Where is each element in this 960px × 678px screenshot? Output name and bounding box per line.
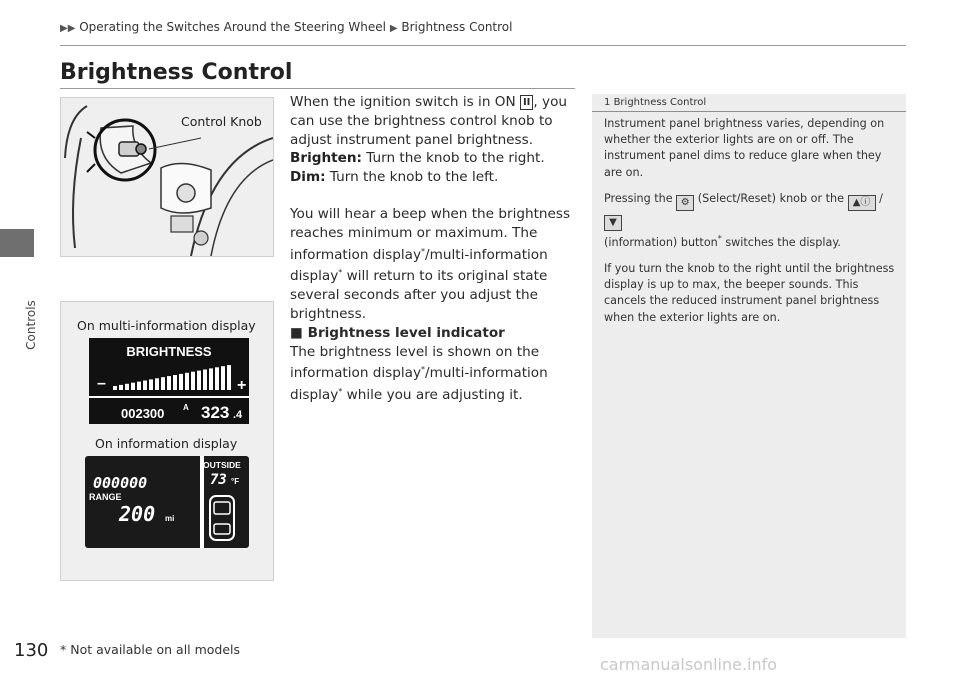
brightness-bar [215,367,219,390]
range-value: 200 [119,502,156,526]
dim-instruction: Dim: Turn the knob to the left. [290,169,499,186]
side-note-body [604,116,898,336]
title-divider [60,88,575,89]
brightness-bar [155,378,159,390]
note-paragraph-2: Pressing the ⚙ (Select/Reset) knob or the ▲ⓘ / ▼ (information) button* switches the display. [604,191,883,249]
brightness-bar [137,382,141,390]
footnote-marker: * [717,233,722,243]
indicator-paragraph: The brightness level is shown on the information display*/multi-information display* while you are adjusting it. [290,343,548,404]
footnote-marker: * [338,268,343,278]
trip-reading: 323 [201,403,230,422]
footnote-marker: * [421,365,426,375]
breadcrumb-arrow-icon: ▶ [389,23,398,34]
brightness-bar [185,373,189,390]
section-tab [0,229,34,257]
brightness-bar [203,370,207,391]
multi-information-display [89,338,249,424]
brightness-bar [113,386,117,390]
breadcrumb-page[interactable]: Brightness Control [401,20,513,34]
outside-temp-value: 73 [210,472,227,488]
range-unit: mi [165,514,175,523]
beep-paragraph: You will hear a beep when the brightness reaches minimum or maximum. The information display*/multi-information display* will return to its original state several seconds after you adjust the brightness. [290,205,571,322]
breadcrumb-arrow-icon: ▶▶ [60,23,76,34]
brightness-bar [167,376,171,390]
brightness-bar [191,372,195,390]
note-marker: 1 [604,97,611,108]
brightness-bar [149,379,153,390]
brightness-minus-sign: – [97,375,106,392]
info-up-button-icon: ▲ⓘ [848,195,876,211]
page-number: 130 [14,640,49,661]
info-display-label: On information display [95,436,238,451]
header-divider [60,45,906,46]
info-down-button-icon: ▼ [604,215,622,231]
brightness-bar [227,365,231,390]
control-knob-label: Control Knob [181,114,262,129]
brightness-bar [161,377,165,390]
trip-decimal: .4 [233,409,243,421]
brightness-bar [131,383,135,390]
brightness-bar [143,381,147,391]
footnote-marker: * [421,246,426,256]
footnote: * Not available on all models [60,642,241,657]
odometer-reading: 002300 [121,406,165,421]
side-note-title: 1 Brightness Control [604,97,707,108]
brightness-bar [209,368,213,390]
outside-label: OUTSIDE [203,460,241,470]
brightness-heading: BRIGHTNESS [126,344,212,359]
breadcrumb [60,20,512,34]
control-knob-figure [60,97,274,257]
range-label: RANGE [89,492,122,502]
brightness-bar [125,384,129,390]
body-text [290,93,580,405]
multi-display-label: On multi-information display [77,318,256,333]
brightness-bar [197,371,201,390]
note-paragraph-3: If you turn the knob to the right until the brightness display is up to max, the beeper sounds. This cancels the reduced instrument panel brightness when the exterior lights are on. [604,262,895,324]
footnote-marker: * [338,387,343,397]
brightness-bar [179,374,183,390]
brighten-instruction: Brighten: Turn the knob to the right. [290,150,545,167]
section-label: Controls [23,300,38,350]
side-note-header [592,94,906,112]
information-display [85,456,249,548]
brightness-indicator-heading: ■ Brightness level indicator [290,324,505,341]
intro-paragraph: When the ignition switch is in ON II , you can use the brightness control knob to adjust instrument panel brightness. [290,94,568,148]
breadcrumb-section[interactable]: Operating the Switches Around the Steering Wheel [79,20,386,34]
display-figure [60,301,274,581]
page-title: Brightness Control [60,60,293,85]
brightness-bar [173,375,177,390]
info-odometer: 000000 [93,474,148,492]
ignition-on-key-icon: II [520,95,533,110]
select-reset-knob-icon: ⚙ [676,195,694,211]
watermark: carmanualsonline.info [600,655,778,674]
side-note [592,94,906,638]
outside-temp-unit: °F [231,477,240,486]
note-paragraph-1: Instrument panel brightness varies, depending on whether the exterior lights are on or off. The instrument panel dims to reduce glare when they are on. [604,117,885,179]
brightness-plus-sign: + [237,377,247,394]
trip-letter: A [183,403,189,412]
brightness-bar [119,385,123,390]
brightness-bar [221,366,225,390]
